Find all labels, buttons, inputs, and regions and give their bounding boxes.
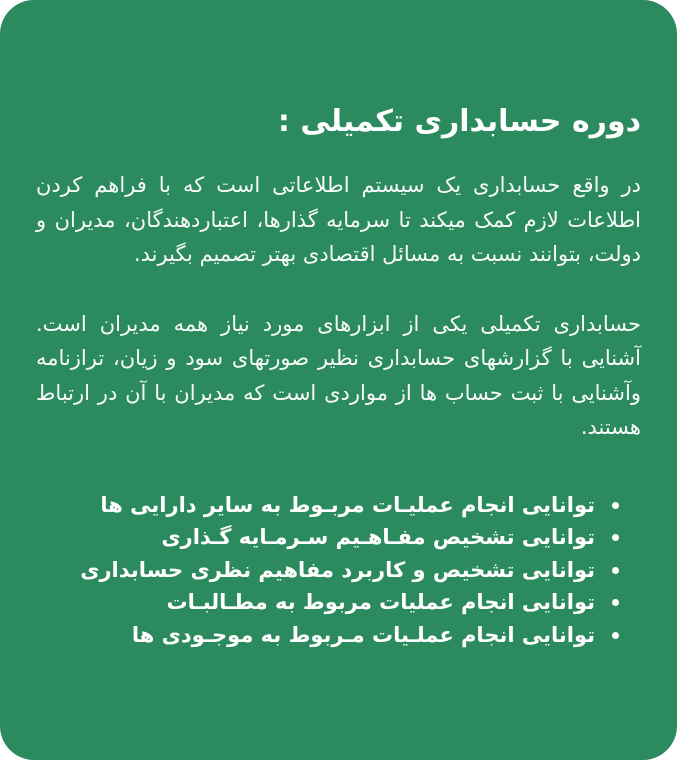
course-title: دوره حسابداری تکمیلی : (277, 104, 641, 139)
skill-text: توانایی انجام عملیات مربوط به مطـالبـات (166, 590, 595, 614)
skill-item (36, 619, 619, 652)
skill-text: توانایی تشخیص مفـاهـیم سـرمـایه گـذاری (161, 525, 595, 549)
managers-paragraph: حسابداری تکمیلی یکی از ابزارهای مورد نیاز همه مدیران است. آشنایی با گزارشهای حسابداری نظیر صورتهای سود و زیان، ترازنامه وآشنایی با ثبت حساب ها از مواردی است که مدیران با آن در ارتباط هستند. (36, 311, 641, 439)
bullet-icon (612, 534, 619, 541)
skill-text: توانایی انجام عملیـات مربـوط به سایر دارایی ها (100, 492, 595, 517)
skills-list (36, 489, 641, 652)
bullet-icon (612, 599, 619, 606)
skill-item (36, 554, 619, 587)
bullet-icon (612, 567, 619, 574)
skill-text: توانایی تشخیص و کاربرد مفاهیم نظری حسابداری (80, 557, 595, 582)
skill-item (36, 489, 619, 522)
skill-item (36, 521, 619, 554)
intro-paragraph: در واقع حسابداری یک سیستم اطلاعاتی است که با فراهم کردن اطلاعات لازم کمک میکند تا سرمایه گذارها، اعتباردهندگان، مدیران و دولت، بتوانند نسبت به مسائل اقتصادی بهتر تصمیم بگیرند. (36, 173, 641, 266)
skill-text: توانایی انجام عملـیات مـربوط به موجـودی ها (131, 622, 595, 647)
skill-item (36, 586, 619, 619)
bullet-icon (612, 502, 619, 509)
bullet-icon (612, 632, 619, 639)
